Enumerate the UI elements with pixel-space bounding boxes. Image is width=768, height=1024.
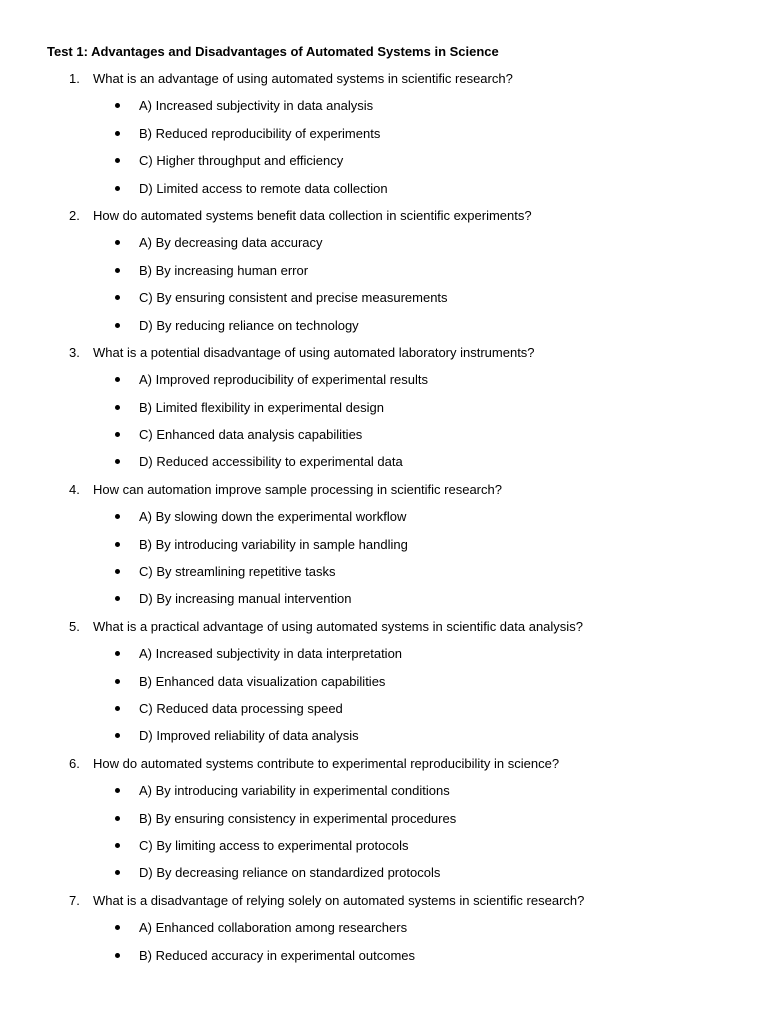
answer-option (0, 508, 768, 535)
option-text: C) Reduced data processing speed (139, 700, 343, 716)
bullet-icon (115, 295, 120, 300)
option-list (0, 371, 768, 481)
answer-option (0, 700, 768, 727)
bullet-icon (115, 706, 120, 711)
answer-option (0, 317, 768, 344)
answer-option (0, 234, 768, 261)
answer-option (0, 399, 768, 426)
bullet-icon (115, 843, 120, 848)
bullet-icon (115, 651, 120, 656)
answer-option (0, 152, 768, 179)
bullet-icon (115, 240, 120, 245)
question-item (0, 755, 768, 892)
bullet-icon (115, 405, 120, 410)
bullet-icon (115, 377, 120, 382)
option-text: B) Enhanced data visualization capabilities (139, 673, 386, 689)
question-item (0, 344, 768, 481)
answer-option (0, 645, 768, 672)
question-number: 5. (69, 618, 80, 634)
option-text: C) By streamlining repetitive tasks (139, 564, 336, 580)
question-item (0, 481, 768, 618)
question-text: What is an advantage of using automated systems in scientific research? (93, 71, 513, 86)
option-list (0, 97, 768, 207)
answer-option (0, 371, 768, 398)
question-text: What is a disadvantage of relying solely on automated systems in scientific research? (93, 892, 585, 908)
answer-option (0, 97, 768, 124)
bullet-icon (115, 103, 120, 108)
option-text: D) By reducing reliance on technology (139, 317, 359, 333)
bullet-icon (115, 542, 120, 547)
option-text: A) Enhanced collaboration among researchers (139, 920, 408, 936)
answer-option (0, 919, 768, 946)
option-text: D) Reduced accessibility to experimental data (139, 454, 403, 470)
option-list (0, 508, 768, 618)
answer-option (0, 590, 768, 617)
option-list (0, 919, 768, 974)
question-text: What is a practical advantage of using automated systems in scientific data analysis? (93, 618, 583, 634)
option-list (0, 645, 768, 755)
bullet-icon (115, 323, 120, 328)
option-text: D) By decreasing reliance on standardized protocols (139, 865, 441, 881)
option-text: C) Higher throughput and efficiency (139, 153, 344, 169)
bullet-icon (115, 432, 120, 437)
bullet-icon (115, 788, 120, 793)
question-number: 4. (69, 481, 80, 497)
answer-option (0, 180, 768, 207)
bullet-icon (115, 459, 120, 464)
question-text: What is a potential disadvantage of using automated laboratory instruments? (93, 344, 535, 360)
option-text: C) Enhanced data analysis capabilities (139, 427, 363, 443)
answer-option (0, 536, 768, 563)
question-row (0, 344, 768, 371)
option-text: A) By slowing down the experimental workflow (139, 509, 407, 525)
option-text: B) By increasing human error (139, 262, 309, 278)
bullet-icon (115, 870, 120, 875)
option-text: D) By increasing manual intervention (139, 591, 352, 607)
bullet-icon (115, 679, 120, 684)
answer-option (0, 810, 768, 837)
option-text: B) Reduced reproducibility of experiments (139, 125, 381, 141)
answer-option (0, 453, 768, 480)
page-title: Test 1: Advantages and Disadvantages of Automated Systems in Science (47, 44, 499, 59)
question-item (0, 70, 768, 207)
question-item (0, 892, 768, 974)
option-text: A) By decreasing data accuracy (139, 235, 323, 251)
option-list (0, 782, 768, 892)
bullet-icon (115, 131, 120, 136)
answer-option (0, 426, 768, 453)
bullet-icon (115, 925, 120, 930)
question-row (0, 755, 768, 782)
bullet-icon (115, 514, 120, 519)
question-text: How do automated systems contribute to experimental reproducibility in science? (93, 755, 560, 771)
question-row (0, 892, 768, 919)
question-number: 3. (69, 344, 80, 360)
answer-option (0, 563, 768, 590)
option-text: B) By ensuring consistency in experimental procedures (139, 810, 457, 826)
bullet-icon (115, 953, 120, 958)
answer-option (0, 125, 768, 152)
option-text: C) By ensuring consistent and precise measurements (139, 290, 448, 306)
bullet-icon (115, 186, 120, 191)
question-item (0, 618, 768, 755)
question-row (0, 481, 768, 508)
bullet-icon (115, 569, 120, 574)
option-text: C) By limiting access to experimental protocols (139, 837, 409, 853)
bullet-icon (115, 733, 120, 738)
option-text: A) Improved reproducibility of experimental results (139, 372, 429, 388)
bullet-icon (115, 158, 120, 163)
answer-option (0, 262, 768, 289)
answer-option (0, 727, 768, 754)
answer-option (0, 782, 768, 809)
bullet-icon (115, 596, 120, 601)
option-text: B) Reduced accuracy in experimental outcomes (139, 947, 416, 963)
option-text: A) Increased subjectivity in data interpretation (139, 646, 403, 662)
question-number: 7. (69, 892, 80, 908)
option-text: D) Limited access to remote data collection (139, 180, 388, 196)
question-text: How do automated systems benefit data collection in scientific experiments? (93, 207, 532, 223)
question-number: 1. (69, 71, 80, 86)
question-text: How can automation improve sample processing in scientific research? (93, 481, 502, 497)
answer-option (0, 864, 768, 891)
question-number: 2. (69, 207, 80, 223)
question-row (0, 618, 768, 645)
answer-option (0, 837, 768, 864)
question-list (0, 70, 768, 974)
option-text: D) Improved reliability of data analysis (139, 728, 359, 744)
bullet-icon (115, 268, 120, 273)
option-list (0, 234, 768, 344)
question-item (0, 207, 768, 344)
question-row (0, 70, 768, 97)
option-text: A) Increased subjectivity in data analysis (139, 98, 374, 114)
bullet-icon (115, 816, 120, 821)
answer-option (0, 289, 768, 316)
question-number: 6. (69, 755, 80, 771)
option-text: B) Limited flexibility in experimental design (139, 399, 384, 415)
option-text: A) By introducing variability in experimental conditions (139, 783, 450, 799)
option-text: B) By introducing variability in sample handling (139, 536, 408, 552)
answer-option (0, 673, 768, 700)
answer-option (0, 947, 768, 974)
question-row (0, 207, 768, 234)
